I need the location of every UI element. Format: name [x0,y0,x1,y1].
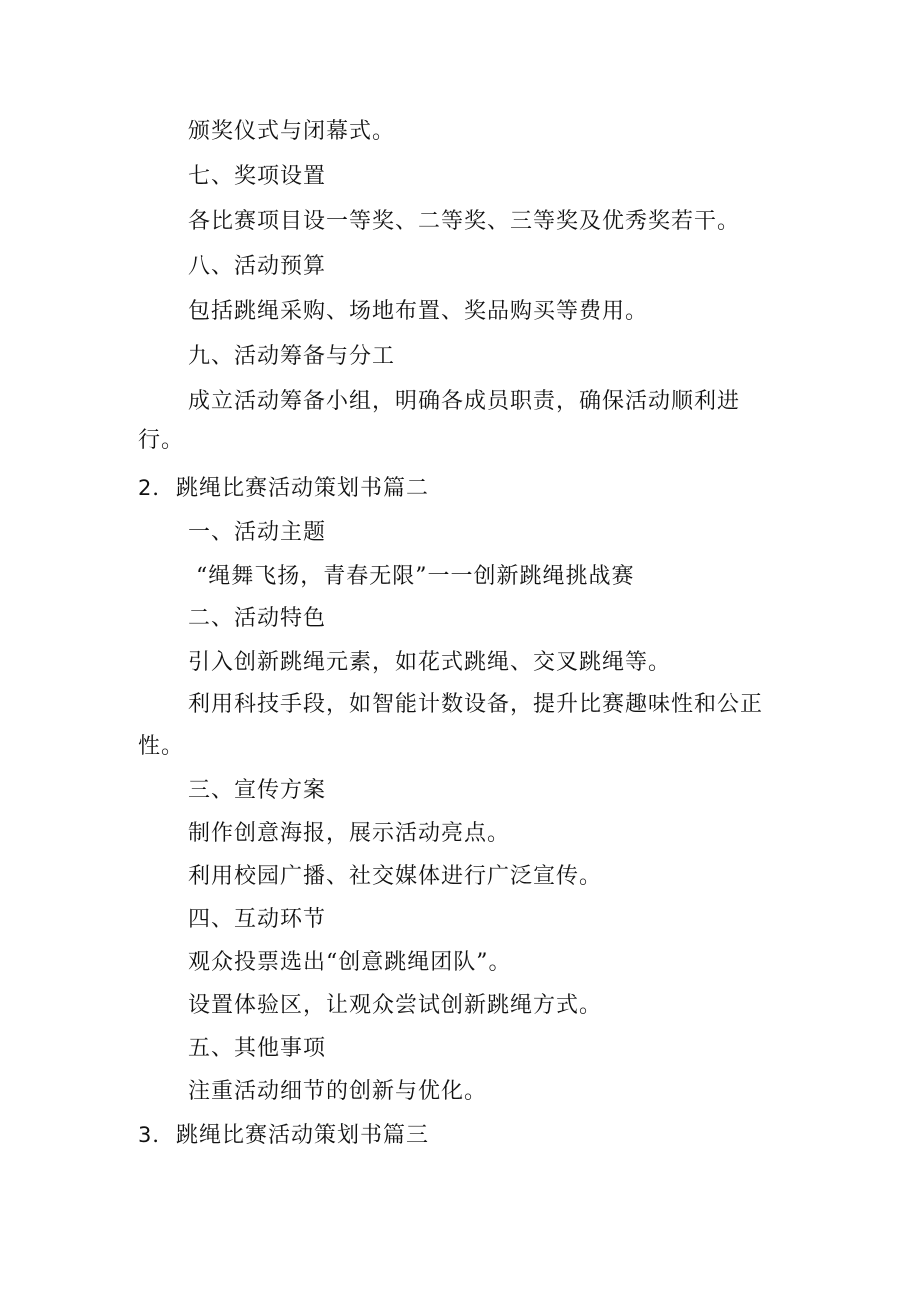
section-heading: 九、活动筹备与分工 [188,344,396,369]
chapter-title: 跳绳比赛活动策划书篇二 [176,476,430,501]
paragraph-line: 利用科技手段，如智能计数设备，提升比赛趣味性和公正 [188,692,764,717]
chapter-heading-3 [138,1120,798,1151]
paragraph-line: 注重活动细节的创新与优化。 [188,1079,488,1104]
paragraph-line: 包括跳绳采购、场地布置、奖品购买等费用。 [188,299,649,324]
chapter-heading-2 [138,473,798,504]
chapter-title: 跳绳比赛活动策划书篇三 [176,1123,430,1148]
paragraph-line: 颁奖仪式与闭幕式。 [188,119,396,144]
paragraph-line: 观众投票选出“创意跳绳团队”。 [188,950,512,975]
section-heading: 八、活动预算 [188,254,327,279]
paragraph-line: 行。 [138,428,185,453]
section-heading: 一、活动主题 [188,520,327,545]
paragraph-line: “绳舞飞扬，青春无限”一一创新跳绳挑战赛 [196,564,635,589]
chapter-number: 3． [138,1123,175,1147]
section-heading: 四、互动环节 [188,907,327,932]
paragraph-line: 成立活动筹备小组，明确各成员职责，确保活动顺利进 [188,389,741,414]
section-heading: 三、宣传方案 [188,778,327,803]
paragraph-line: 性。 [138,734,185,759]
paragraph-line: 利用校园广播、社交媒体进行广泛宣传。 [188,864,603,889]
section-heading: 七、奖项设置 [188,164,327,189]
paragraph-line: 制作创意海报，展示活动亮点。 [188,821,511,846]
section-heading: 五、其他事项 [188,1036,327,1061]
chapter-number: 2． [138,476,175,500]
paragraph-line: 设置体验区，让观众尝试创新跳绳方式。 [188,993,603,1018]
paragraph-line: 引入创新跳绳元素，如花式跳绳、交叉跳绳等。 [188,650,672,675]
paragraph-line: 各比赛项目设一等奖、二等奖、三等奖及优秀奖若干。 [188,209,741,234]
section-heading: 二、活动特色 [188,606,327,631]
